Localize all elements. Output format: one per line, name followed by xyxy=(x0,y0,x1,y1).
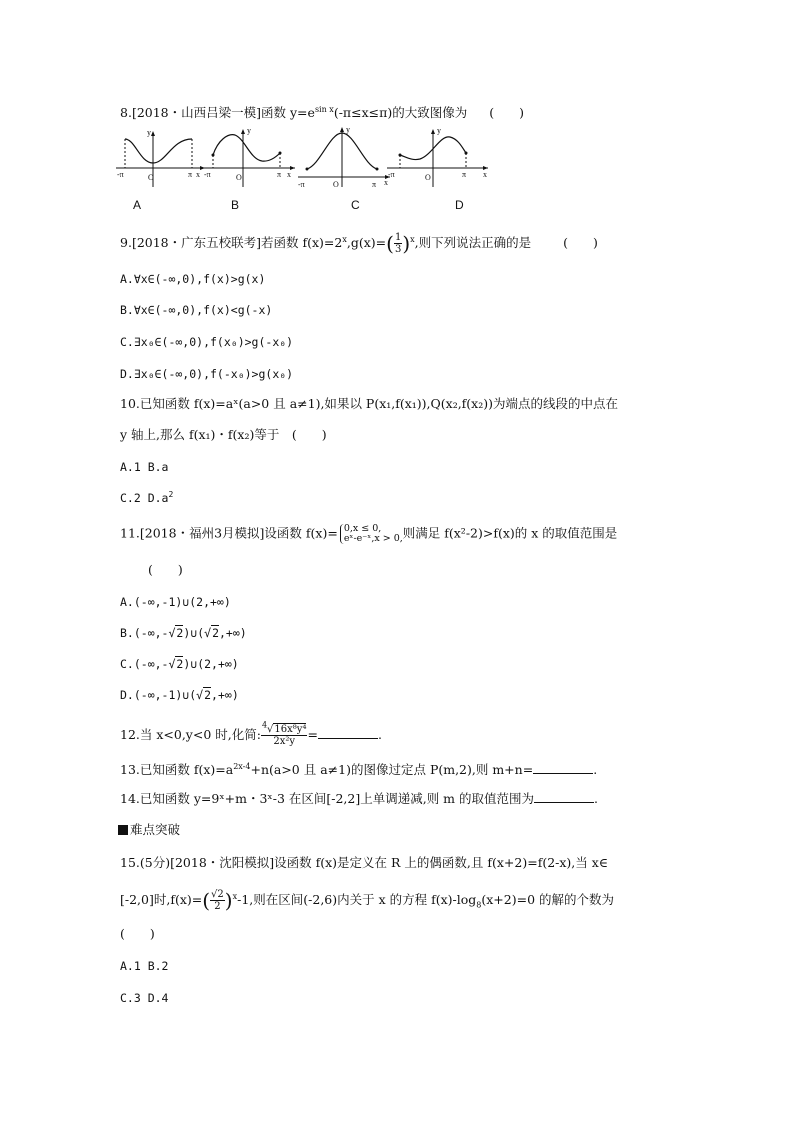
graph-d xyxy=(387,126,488,187)
svg-text:x: x xyxy=(384,178,388,187)
q10-options-cd: C.2 $D.a^2$ xyxy=(120,490,174,505)
question-13: 13.已知函数 $f(x)=a^{2x-4}+n(a>0$ 且 a≠1)的图像过定点 P(m,2),则 m+n= . xyxy=(120,761,598,777)
q9-option-d: D.∃x₀∈(-∞,0),f(-x₀)>g(x₀) xyxy=(120,367,294,381)
q10-line-2: y 轴上,那么 f(x₁)・f(x₂)等于 ( ) xyxy=(120,427,327,442)
svg-text:-π: -π xyxy=(388,170,395,179)
question-source: [2018・山西吕梁一模] xyxy=(131,105,262,120)
svg-text:π: π xyxy=(372,180,377,189)
q15-options-cd: C.3 D.4 xyxy=(120,991,169,1005)
question-8: 8.[2018・山西吕梁一模]函数 $y=e^{sin x}(-\pi\le x\le\pi)$的大致图像为 ( ) xyxy=(120,104,524,120)
svg-text:x: x xyxy=(196,170,200,179)
q9-option-b: B.∀x∈(-∞,0),f(x)<g(-x) xyxy=(120,303,273,317)
question-12: 12.当 x<0,y<0 时,化简: $\frac{^4√16x^8y^4}{\text{2x²y}}$ = . xyxy=(120,720,382,747)
svg-text:x: x xyxy=(287,170,291,179)
svg-text:-π: -π xyxy=(117,170,124,179)
graph-a xyxy=(116,128,205,187)
svg-text:-π: -π xyxy=(298,180,305,189)
svg-text:-π: -π xyxy=(204,170,211,179)
question-source: [2018・广东五校联考] xyxy=(131,235,262,250)
q8-graphs xyxy=(0,125,794,195)
svg-text:O: O xyxy=(333,180,339,189)
question-14: 14.已知函数 y=9ˣ+m・3ˣ-3 在区间[-2,2]上单调递减,则 m 的取值范围为 . xyxy=(120,791,598,806)
question-15: 15.(5分)[2018・沈阳模拟]设函数 f(x)是定义在 R 上的偶函数,且 f(x+2)=f(2-x),当 x∈ xyxy=(120,855,609,870)
section-square-icon xyxy=(118,825,128,835)
q10-options-ab: A.1 B.a xyxy=(120,460,169,474)
answer-paren: ( ) xyxy=(563,235,598,250)
answer-paren: ( ) xyxy=(120,926,155,941)
svg-text:y: y xyxy=(346,125,350,134)
q11-option-d: D.(-∞,-1)∪(√2,+∞) xyxy=(120,688,239,702)
question-9: 9.[2018・广东五校联考]若函数 $f(x)=2^x,g(x)=$( $\frac{1}{3}$ )$^x$,则下列说法正确的是 ( ) xyxy=(120,231,598,256)
svg-text:O: O xyxy=(236,173,242,182)
option-b-label: B xyxy=(231,198,240,212)
svg-text:π: π xyxy=(277,170,282,179)
svg-text:O: O xyxy=(425,173,431,182)
q15-options-ab: A.1 B.2 xyxy=(120,959,169,973)
svg-text:π: π xyxy=(188,170,193,179)
q10-line-1: 10.已知函数 f(x)=aˣ(a>0 且 a≠1),如果以 P(x₁,f(x₁)),Q(x₂,f(x₂))为端点的线段的中点在 xyxy=(120,396,618,411)
graph-b xyxy=(200,126,295,187)
option-a-label: A xyxy=(133,198,142,212)
option-d-label: D xyxy=(455,198,464,212)
graph-c xyxy=(298,125,390,189)
q15-line-2: [-2,0]时,f(x)=( $\frac{√2}{2}$ )$^x$-1,则在区间(-2,6)内关于 x 的方程 $f(x)-\log_8(x+2)=0$ 的解的个数为 xyxy=(120,888,614,913)
question-source: [2018・福州3月模拟] xyxy=(139,525,265,541)
q11-option-a: A.(-∞,-1)∪(2,+∞) xyxy=(120,595,231,609)
answer-paren: ( ) xyxy=(489,105,524,120)
q11-option-c: C.(-∞,-√2)∪(2,+∞) xyxy=(120,657,239,671)
q9-option-c: C.∃x₀∈(-∞,0),f(x₀)>g(-x₀) xyxy=(120,335,294,349)
svg-text:π: π xyxy=(462,170,467,179)
question-11: 11.[2018・福州3月模拟]设函数 f(x)= 0,x ≤ 0, eˣ-e⁻ˣ,x > 0, 则满足 f(x²-2)>f(x)的 x 的取值范围是 xyxy=(120,523,618,544)
svg-text:y: y xyxy=(437,126,441,135)
option-c-label: C xyxy=(351,198,360,212)
origin-label: O xyxy=(148,173,154,182)
question-source: 15.(5分)[2018・沈阳模拟] xyxy=(120,855,275,870)
answer-blank[interactable] xyxy=(534,792,594,803)
answer-blank[interactable] xyxy=(318,728,378,739)
answer-blank[interactable] xyxy=(533,763,593,774)
q9-option-a: A.∀x∈(-∞,0),f(x)>g(x) xyxy=(120,272,266,286)
section-heading: 难点突破 xyxy=(118,822,180,838)
q11-option-b: B.(-∞,-√2)∪(√2,+∞) xyxy=(120,626,247,640)
question-number: 8. xyxy=(120,105,132,120)
y-axis-label: y xyxy=(147,128,151,137)
svg-text:y: y xyxy=(247,126,251,135)
svg-text:x: x xyxy=(483,170,487,179)
answer-paren: ( ) xyxy=(148,562,183,577)
